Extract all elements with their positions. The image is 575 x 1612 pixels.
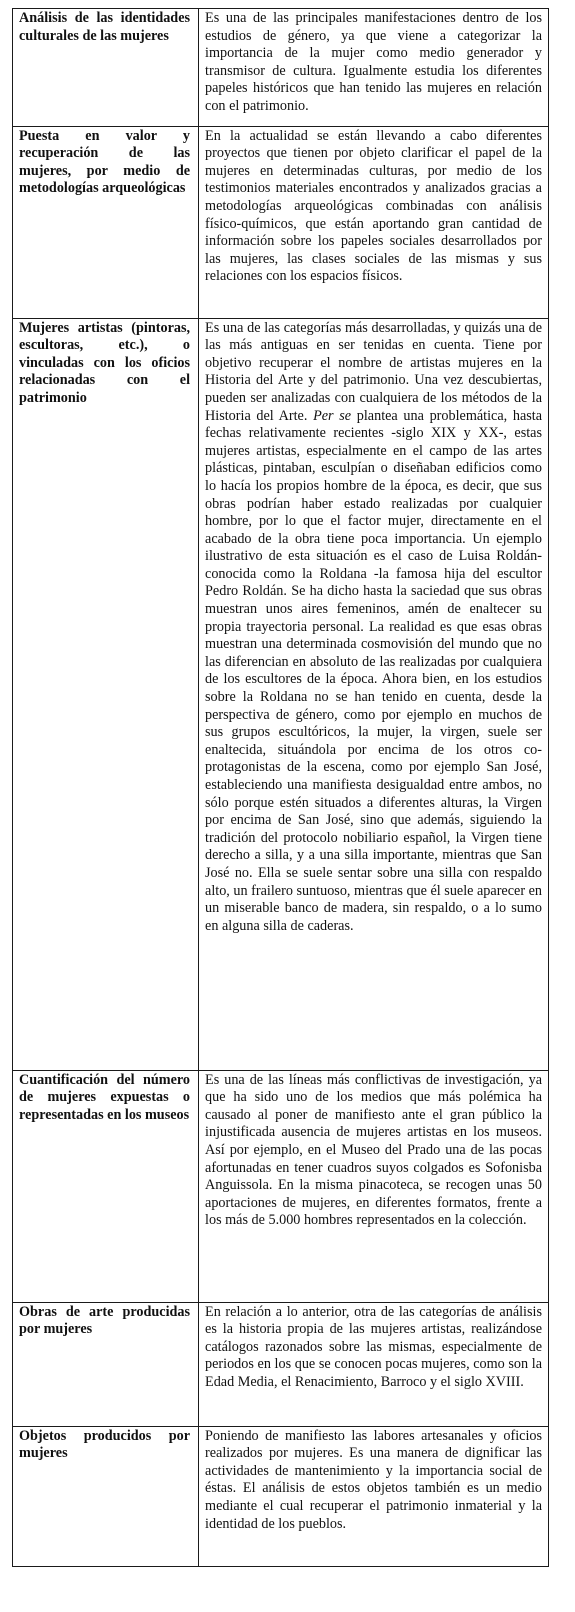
table-row: [13, 9, 549, 127]
row-term: Mujeres artistas (pintoras, escultoras, etc.), o vinculadas con los oficios relacionadas con el patrimonio: [13, 318, 199, 1070]
row-description-paragraph: [205, 320, 542, 936]
table-row: [13, 1426, 549, 1566]
row-description: En relación a lo anterior, otra de las categorías de análisis es la historia propia de las mujeres artistas, realizándose catálogos razonados sobre las mismas, especialmente de periodos en los que se conocen pocas mujeres, como son la Edad Media, el Renacimiento, Barroco y el siglo XVIII.: [199, 1302, 549, 1426]
row-term: Objetos producidos por mujeres: [13, 1426, 199, 1566]
table-row: [13, 318, 549, 1070]
row-description: Es una de las principales manifestaciones dentro de los estudios de género, ya que viene a categorizar la importancia de la mujer como medio generador y transmisor de cultura. Igualmente estudia los diferentes papeles históricos que han tenido las mujeres en relación con el patrimonio.: [199, 9, 549, 127]
row-term: Análisis de las identidades culturales de las mujeres: [13, 9, 199, 127]
row-term: Cuantificación del número de mujeres expuestas o representadas en los museos: [13, 1070, 199, 1302]
table-row: [13, 1302, 549, 1426]
table-row: [13, 1070, 549, 1302]
row-term: Puesta en valor y recuperación de las mujeres, por medio de metodologías arqueológicas: [13, 126, 199, 318]
row-description: Poniendo de manifiesto las labores artesanales y oficios realizados por mujeres. Es una manera de dignificar las actividades de mantenimiento y la importancia social de éstas. El análisis de estos objetos también es un medio mediante el cual recuperar el patrimonio inmaterial y la identidad de los pueblos.: [199, 1426, 549, 1566]
categories-table: [12, 8, 549, 1567]
description-text-before: Es una de las categorías más desarrolladas, y quizás una de las más antiguas en ser tenidas en cuenta. Tiene por objetivo recuperar el nombre de artistas mujeres en la Historia del Arte y del patrimonio. Una vez descubiertas, pueden ser analizadas con cualquiera de los métodos de la Historia del Arte.: [205, 319, 542, 424]
table-row: [13, 126, 549, 318]
row-description: [199, 318, 549, 1070]
description-italic-phrase: Per se: [313, 407, 352, 424]
description-text-after: plantea una problemática, hasta fechas relativamente recientes -siglo XIX y XX-, estas mujeres artistas, especialmente en el campo de las artes plásticas, pintaban, esculpían o diseñaban edificios como lo hacía los propios hombre de la época, es decir, que sus obras podrían haber estado realizadas por cualquier hombre, por lo que el factor mujer, directamente en el acabado de la obra tiene poca importancia. Un ejemplo ilustrativo de esta situación es el caso de Luisa Roldán- conocida como la Roldana -la famosa hija del escultor Pedro Roldán. Se ha dicho hasta la saciedad que sus obras muestran unos aires femeninos, amén de enaltecer su propia trayectoria personal. La realidad es que esas obras muestran una determinada cosmovisión del mundo que no las diferencian en absoluto de las realizadas por cualquiera de los escultores de la época. Ahora bien, en los estudios sobre la Roldana no se han tenido en cuenta, desde la perspectiva de género, como por ejemplo en muchos de sus grupos escultóricos, la mujer, la virgen, suele ser enaltecida, situándola por encima de los otros co-protagonistas de la escena, como por ejemplo San José, estableciendo una manifiesta desigualdad entre ambos, no sólo porque estén situados a diferentes alturas, la Virgen por encima de San José, sino que además, siguiendo la tradición del protocolo nobiliario español, la Virgen tiene derecho a silla, y a una silla importante, mientras que San José no. Ella se suele sentar sobre una silla con respaldo alto, un frailero suntuoso, mientras que él suele aparecer en un miserable banco de madera, sin respaldo, o a lo sumo en alguna silla de caderas.: [205, 407, 543, 934]
row-description: Es una de las líneas más conflictivas de investigación, ya que ha sido uno de los medios que más polémica ha causado al poner de manifiesto ante el gran público la injustificada ausencia de mujeres artistas en los museos. Así por ejemplo, en el Museo del Prado una de las pocas afortunadas en tener cuadros suyos colgados es Sofonisba Anguissola. En la misma pinacoteca, se recogen unas 50 aportaciones de mujeres, en diferentes formatos, frente a los más de 5.000 hombres representados en la colección.: [199, 1070, 549, 1302]
row-term: Obras de arte producidas por mujeres: [13, 1302, 199, 1426]
row-description: En la actualidad se están llevando a cabo diferentes proyectos que tienen por objeto clarificar el papel de la mujeres en determinadas culturas, por medio de los testimonios materiales encontrados y analizados gracias a metodologías arqueológicas combinadas con análisis físico-químicos, que están aportando gran cantidad de información sobre los papeles sociales desarrollados por las mujeres, las clases sociales de las mismas y sus relaciones con los espacios físicos.: [199, 126, 549, 318]
